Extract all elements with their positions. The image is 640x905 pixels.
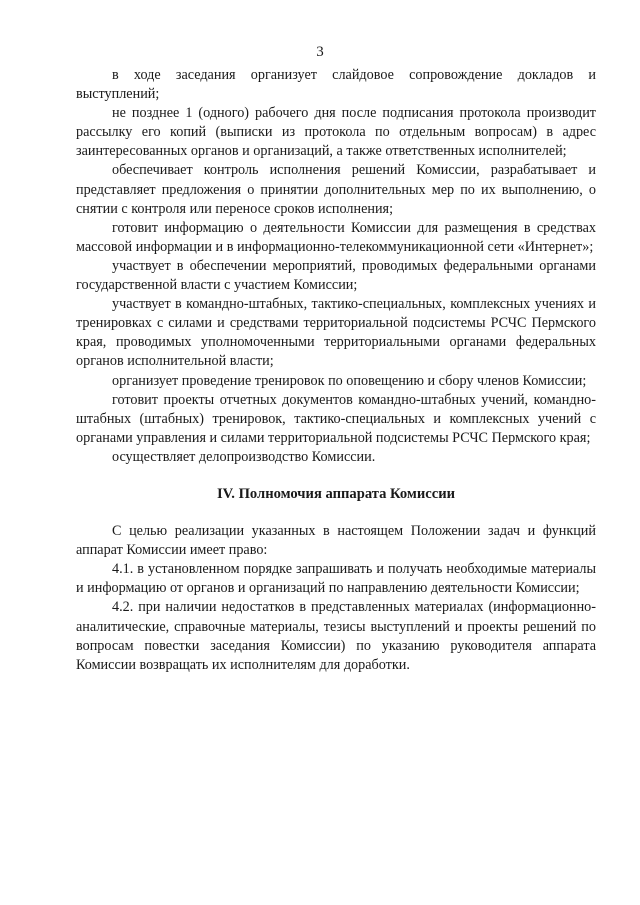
page-number: 3 xyxy=(316,44,324,60)
paragraph-report-drafts: готовит проекты отчетных документов командно-штабных учений, командно-штабных (штабных) тренировок, тактико-специальных и комплексных учений с органами управления и силами территориальной подсистемы РСЧС Пермского края; xyxy=(76,391,596,446)
paragraph-clause-4-2: 4.2. при наличии недостатков в представленных материалах (информационно-аналитические, справочные материалы, тезисы выступлений и проекты решений по вопросам повестки заседания Комиссии) по указанию руководителя аппарата Комиссии возвращать их исполнителям для доработки. xyxy=(76,599,596,673)
paragraph-control-execution: обеспечивает контроль исполнения решений Комиссии, разрабатывает и представляет предложения о принятии дополнительных мер по их выполнению, о снятии с контроля или переносе сроков исполнения; xyxy=(76,162,596,217)
paragraph-record-keeping: осуществляет делопроизводство Комиссии. xyxy=(112,448,376,465)
paragraph-notification-training: организует проведение тренировок по оповещению и сбору членов Комиссии; xyxy=(112,372,587,389)
paragraph-clause-4-1: 4.1. в установленном порядке запрашивать и получать необходимые материалы и информацию от органов и организаций по направлению деятельности Комиссии; xyxy=(76,561,596,597)
paragraph-rights-intro: С целью реализации указанных в настоящем Положении задач и функций аппарат Комиссии имеет право: xyxy=(76,523,596,559)
section-heading: IV. Полномочия аппарата Комиссии xyxy=(216,485,456,502)
document-body xyxy=(76,66,596,675)
paragraph-media-information: готовит информацию о деятельности Комиссии для размещения в средствах массовой информации и в информационно-телекоммуникационной сети «Интернет»; xyxy=(76,219,596,255)
paragraph-federal-events: участвует в обеспечении мероприятий, проводимых федеральными органами государственной власти с участием Комиссии; xyxy=(76,257,596,294)
paragraph-protocol-distribution: не позднее 1 (одного) рабочего дня после подписания протокола производит рассылку его копий (выписки из протокола по отдельным вопросам) в адрес заинтересованных органов и организаций, а также ответственных исполнителей; xyxy=(76,105,596,160)
paragraph-slide-support: в ходе заседания организует слайдовое сопровождение докладов и выступлений; xyxy=(76,67,596,103)
paragraph-exercises-participation: участвует в командно-штабных, тактико-специальных, комплексных учениях и тренировках с силами и средствами территориальной подсистемы РСЧС Пермского края, проводимых уполномоченными территориальными органами федеральных органов исполнительной власти; xyxy=(76,296,596,370)
